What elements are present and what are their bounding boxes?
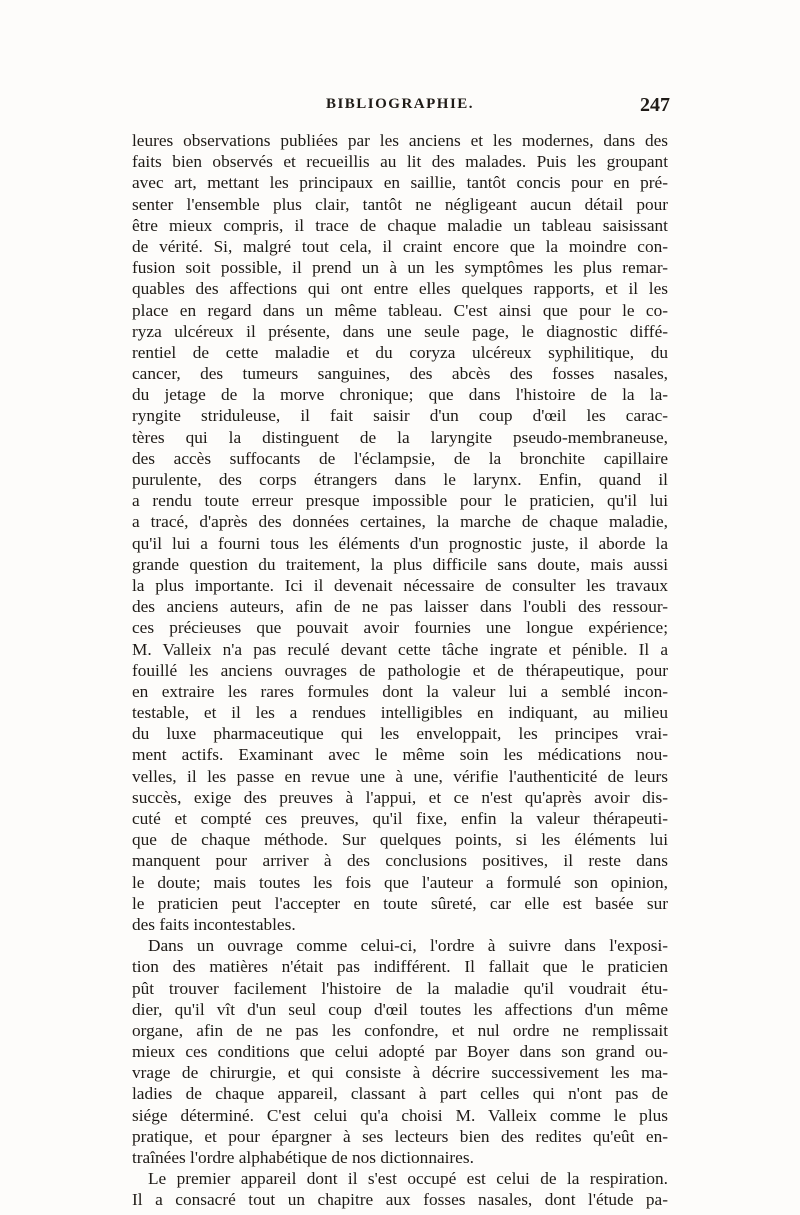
text-line: Il a consacré tout un chapitre aux fosses nasales, dont l'étude pa- (132, 1190, 668, 1210)
text-line: le praticien peut l'accepter en toute sûreté, car elle est basée sur (132, 893, 668, 913)
text-line: ment actifs. Examinant avec le même soin les médications nou- (132, 745, 668, 765)
text-line: pratique, et pour épargner à ses lecteurs bien des redites qu'eût en- (132, 1126, 668, 1146)
text-line: Dans un ouvrage comme celui-ci, l'ordre à suivre dans l'exposi- (148, 936, 668, 956)
text-line: purulente, des corps étrangers dans le larynx. Enfin, quand il (132, 470, 668, 489)
text-line: grande question du traitement, la plus difficile sans doute, mais aussi (132, 554, 668, 574)
text-line: qu'il lui a fourni tous les éléments d'un prognostic juste, il aborde la (132, 533, 668, 553)
text-line: mieux ces conditions que celui adopté par Boyer dans son grand ou- (132, 1042, 668, 1062)
text-line: cancer, des tumeurs sanguines, des abcès des fosses nasales, (132, 364, 668, 384)
text-line: senter l'ensemble plus clair, tantôt ne négligeant aucun détail pour (132, 194, 668, 214)
text-line: des anciens auteurs, afin de ne pas laisser dans l'oubli des ressour- (132, 597, 668, 617)
text-line: a tracé, d'après des données certaines, la marche de chaque maladie, (132, 512, 668, 532)
text-line: que de chaque méthode. Sur quelques points, si les éléments lui (132, 830, 668, 850)
page-number: 247 (640, 94, 670, 116)
text-line: fouillé les anciens ouvrages de pathologie et de thérapeutique, pour (132, 660, 668, 680)
text-line: a rendu toute erreur presque impossible pour le praticien, qu'il lui (132, 491, 668, 511)
text-line: ryngite striduleuse, il fait saisir d'un coup d'œil les carac- (132, 406, 668, 426)
text-line: en extraire les rares formules dont la valeur lui a semblé incon- (132, 681, 668, 701)
text-line: dier, qu'il vît d'un seul coup d'œil toutes les affections d'un même (132, 999, 668, 1019)
text-line: de vérité. Si, malgré tout cela, il craint encore que la moindre con- (132, 236, 668, 256)
text-line: Le premier appareil dont il s'est occupé est celui de la respiration. (148, 1169, 668, 1189)
text-line: faits bien observés et recueillis au lit des malades. Puis les groupant (132, 152, 668, 172)
text-line: des accès suffocants de l'éclampsie, de la bronchite capillaire (132, 448, 668, 468)
text-line: rentiel de cette maladie et du coryza ulcéreux syphilitique, du (132, 342, 668, 362)
text-line: être mieux compris, il trace de chaque maladie un tableau saisissant (132, 215, 668, 235)
text-line: le doute; mais toutes les fois que l'auteur a formulé son opinion, (132, 872, 668, 892)
text-line: ryza ulcéreux il présente, dans une seule page, le diagnostic diffé- (132, 321, 668, 341)
text-line: testable, et il les a rendues intelligibles en indiquant, au milieu (132, 703, 668, 723)
text-line: quables des affections qui ont entre elles quelques rapports, et il les (132, 279, 668, 299)
body-text (132, 130, 668, 1211)
page-header (130, 96, 670, 126)
text-line: leures observations publiées par les anciens et les modernes, dans des (132, 131, 668, 150)
text-line: avec art, mettant les principaux en saillie, tantôt concis pour en pré- (132, 173, 668, 193)
text-line: tion des matières n'était pas indifférent. Il fallait que le praticien (132, 957, 668, 977)
text-line: succès, exige des preuves à l'appui, et ce n'est qu'après avoir dis- (132, 787, 668, 807)
text-line: pût trouver facilement l'histoire de la maladie qu'il voudrait étu- (132, 978, 668, 998)
text-line: fusion soit possible, il prend un à un les symptômes les plus remar- (132, 258, 668, 278)
text-line: organe, afin de ne pas les confondre, et nul ordre ne remplissait (132, 1020, 668, 1040)
text-line: M. Valleix n'a pas reculé devant cette tâche ingrate et pénible. Il a (132, 639, 668, 659)
text-line: ladies de chaque appareil, classant à part celles qui n'ont pas de (132, 1084, 668, 1104)
text-line: vrage de chirurgie, et qui consiste à décrire successivement les ma- (132, 1063, 668, 1083)
text-line: tères qui la distinguent de la laryngite pseudo-membraneuse, (132, 427, 668, 447)
text-line: du jetage de la morve chronique; que dans l'histoire de la la- (132, 385, 668, 405)
text-line: des faits incontestables. (132, 914, 296, 934)
text-line: place en regard dans un même tableau. C'est ainsi que pour le co- (132, 300, 668, 320)
text-line: du luxe pharmaceutique qui les enveloppait, les principes vrai- (132, 724, 668, 744)
text-line: velles, il les passe en revue une à une, vérifie l'authenticité de leurs (132, 766, 668, 786)
running-title: BIBLIOGRAPHIE. (325, 96, 475, 112)
text-line: traînées l'ordre alphabétique de nos dictionnaires. (132, 1148, 474, 1167)
text-line: cuté et compté ces preuves, qu'il fixe, enfin la valeur thérapeuti- (132, 809, 668, 828)
text-line: siége déterminé. C'est celui qu'a choisi M. Valleix comme le plus (132, 1105, 668, 1125)
text-line: ces précieuses que pouvait avoir fournies une longue expérience; (132, 618, 668, 638)
text-line: manquent pour arriver à des conclusions positives, il reste dans (132, 851, 668, 871)
text-line: la plus importante. Ici il devenait nécessaire de consulter les travaux (132, 575, 668, 595)
